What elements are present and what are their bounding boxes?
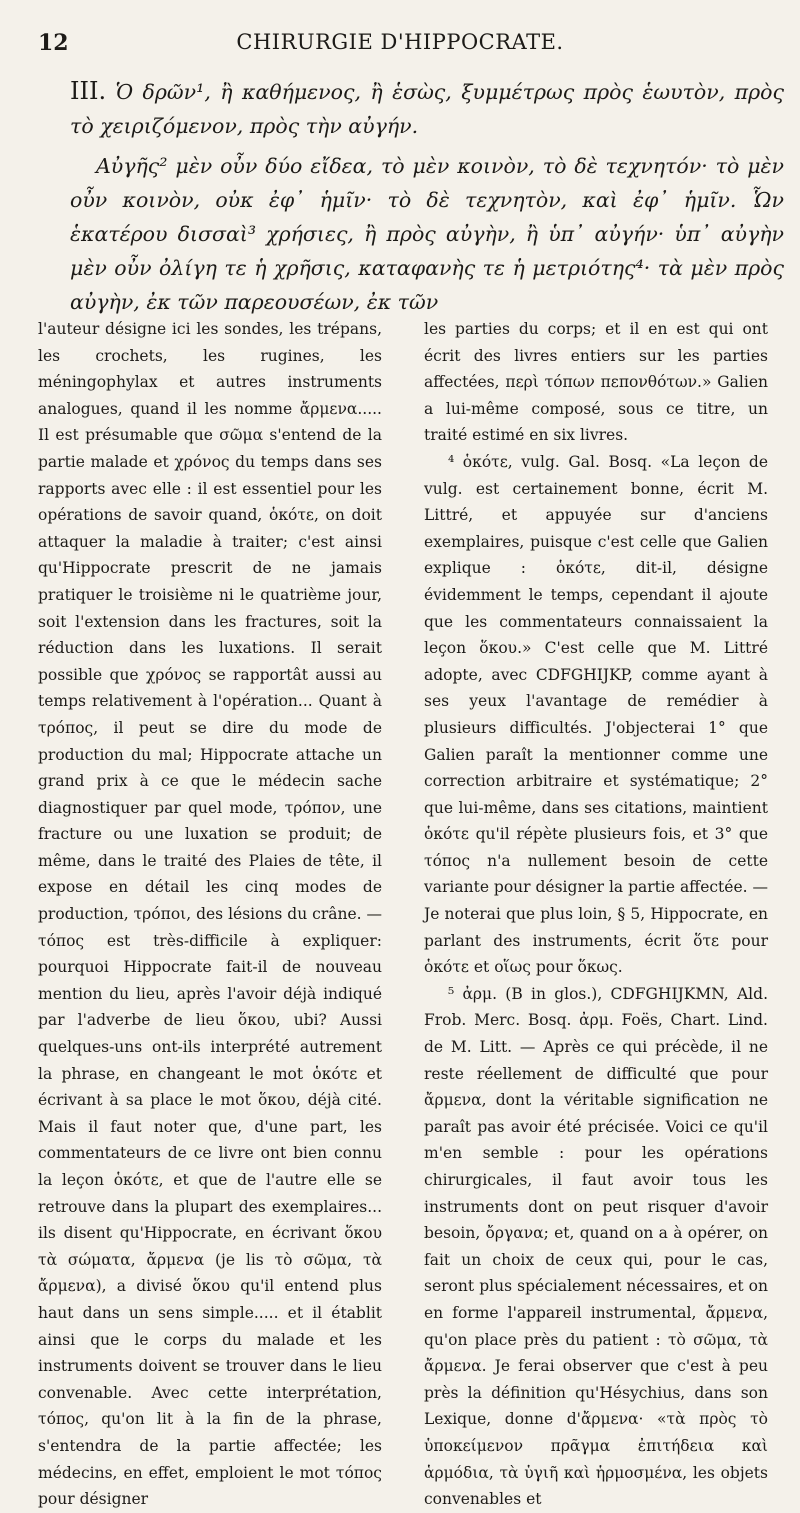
note-4: ⁴ ὁκότε, vulg. Gal. Bosq. «La leçon de vulg. est certainement bonne, écrit M. Littré, et appuyée sur d'anciens exemplaires, puisque c'est celle que Galien explique : ὁκότε, dit-il, désigne évidemment le temps, cependant il ajoute que les commentateurs connaissaient la leçon ὅκου.» C'est celle que M. Littré adopte, avec CDFGHIJKP, comme ayant à ses yeux l'avantage de remédier à plusieurs difficultés. J'objecterai 1° que Galien paraît la mentionner comme une correction arbitraire et systématique; 2° que lui-même, dans ses citations, maintient ὁκότε qu'il répète plusieurs fois, et 3° que τόπος n'a nullement besoin de cette variante pour désigner la partie affectée. — Je noterai que plus loin, § 5, Hippocrate, en parlant des instruments, écrit ὅτε pour ὁκότε et οἵως pour ὅκως. <box>424 452 768 977</box>
notes-column-left <box>38 316 382 1513</box>
section-number: III. <box>70 77 107 105</box>
page-number: 12 <box>38 30 69 56</box>
greek-text-block <box>70 74 784 319</box>
greek-paragraph-2: Αὐγῆς² μὲν οὖν δύο εἴδεα, τὸ μὲν κοινὸν, τὸ δὲ τεχνητόν· τὸ μὲν οὖν κοινὸν, οὐκ ἐφ᾽ ἡμῖν· τὸ δὲ τεχνητὸν, καὶ ἐφ᾽ ἡμῖν. Ὧν ἑκατέρου δισσαὶ³ χρήσιες, ἢ πρὸς αὐγὴν, ἢ ὑπ᾽ αὐγήν· ὑπ᾽ αὐγὴν μὲν οὖν ὀλίγη τε ἡ χρῆσις, καταφανὴς τε ἡ μετριότης⁴· τὰ μὲν πρὸς αὐγὴν, ἐκ τῶν παρεουσέων, ἐκ τῶν <box>70 154 784 314</box>
greek-paragraph-1 <box>70 74 784 143</box>
note-paragraph: l'auteur désigne ici les sondes, les trépans, les crochets, les rugines, les méningophylax et autres instruments analogues, quand il les nomme ἄρμενα..... Il est présumable que σῶμα s'entend de la partie malade et χρόνος du temps dans ses rapports avec elle : il est essentiel pour les opérations de savoir quand, ὁκότε, on doit attaquer la maladie à traiter; c'est ainsi qu'Hippocrate prescrit de ne jamais pratiquer le troisième ni le quatrième jour, soit l'extension dans les fractures, soit la réduction dans les luxations. Il serait possible que χρόνος se rapportât aussi au temps relativement à l'opération... Quant à τρόπος, il peut se dire du mode de production du mal; Hippocrate attache un grand prix à ce que le médecin sache diagnostiquer par quel mode, τρόπον, une fracture ou une luxation se produit; de même, dans le traité des Plaies de tête, il expose en détail les cinq modes de production, τρόποι, des lésions du crâne. — τόπος est très-difficile à expliquer: pourquoi Hippocrate fait-il de nouveau mention du lieu, après l'avoir déjà indiqué par l'adverbe de lieu ὅκου, ubi? Aussi quelques-uns ont-ils interprété autrement la phrase, en changeant le mot ὁκότε et écrivant à sa place le mot ὅκου, déjà cité. Mais il faut noter que, d'une part, les commentateurs de ce livre ont bien connu la leçon ὁκότε, et que de l'autre elle se retrouve dans la plupart des exemplaires... ils disent qu'Hippocrate, en écrivant ὅκου τὰ σώματα, ἄρμενα (je lis τὸ σῶμα, τὰ ἄρμενα), a divisé ὅκου qu'il entend plus haut dans un sens simple..... et il établit ainsi que le corps du malade et les instruments doivent se trouver dans le lieu convenable. Avec cette interprétation, τόπος, qu'on lit à la fin de la phrase, s'entendra de la partie affectée; les médecins, en effet, emploient le mot τόπος pour désigner <box>38 320 382 1509</box>
note-paragraph: les parties du corps; et il en est qui ont écrit des livres entiers sur les parties affectées, περὶ τόπων πεπονθότων.» Galien a lui-même composé, sous ce titre, un traité estimé en six livres. <box>424 320 768 445</box>
note-5: ⁵ ἀρμ. (B in glos.), CDFGHIJKMN, Ald. Frob. Merc. Bosq. ἀρμ. Foës, Chart. Lind. de M. Litt. — Après ce qui précède, il ne reste réellement de difficulté que pour ἄρμενα, dont la véritable signification ne paraît pas avoir été précisée. Voici ce qu'il m'en semble : pour les opérations chirurgicales, il faut avoir tous les instruments dont on peut risquer d'avoir besoin, ὄργανα; et, quand on a à opérer, on fait un choix de ceux qui, pour le cas, seront plus spécialement nécessaires, et on en forme l'appareil instrumental, ἄρμενα, qu'on place près du patient : τὸ σῶμα, τὰ ἄρμενα. Je ferai observer que c'est à peu près la définition qu'Hésychius, dans son Lexique, donne d'ἄρμενα· «τὰ πρὸς τὸ ὑποκείμενον πρᾶγμα ἐπιτήδεια καὶ ἁρμόδια, τὰ ὑγιῆ καὶ ἡρμοσμένα, les objets convenables et <box>424 984 768 1509</box>
greek-paragraph-1-text: Ὁ δρῶν¹, ἢ καθήμενος, ἢ ἑσὼς, ξυμμέτρως πρὸς ἑωυτὸν, πρὸς τὸ χειριζόμενον, πρὸς τὴν αὐγήν. <box>70 80 784 138</box>
running-title: CHIRURGIE D'HIPPOCRATE. <box>236 30 564 54</box>
notes-column-right <box>424 316 768 1513</box>
